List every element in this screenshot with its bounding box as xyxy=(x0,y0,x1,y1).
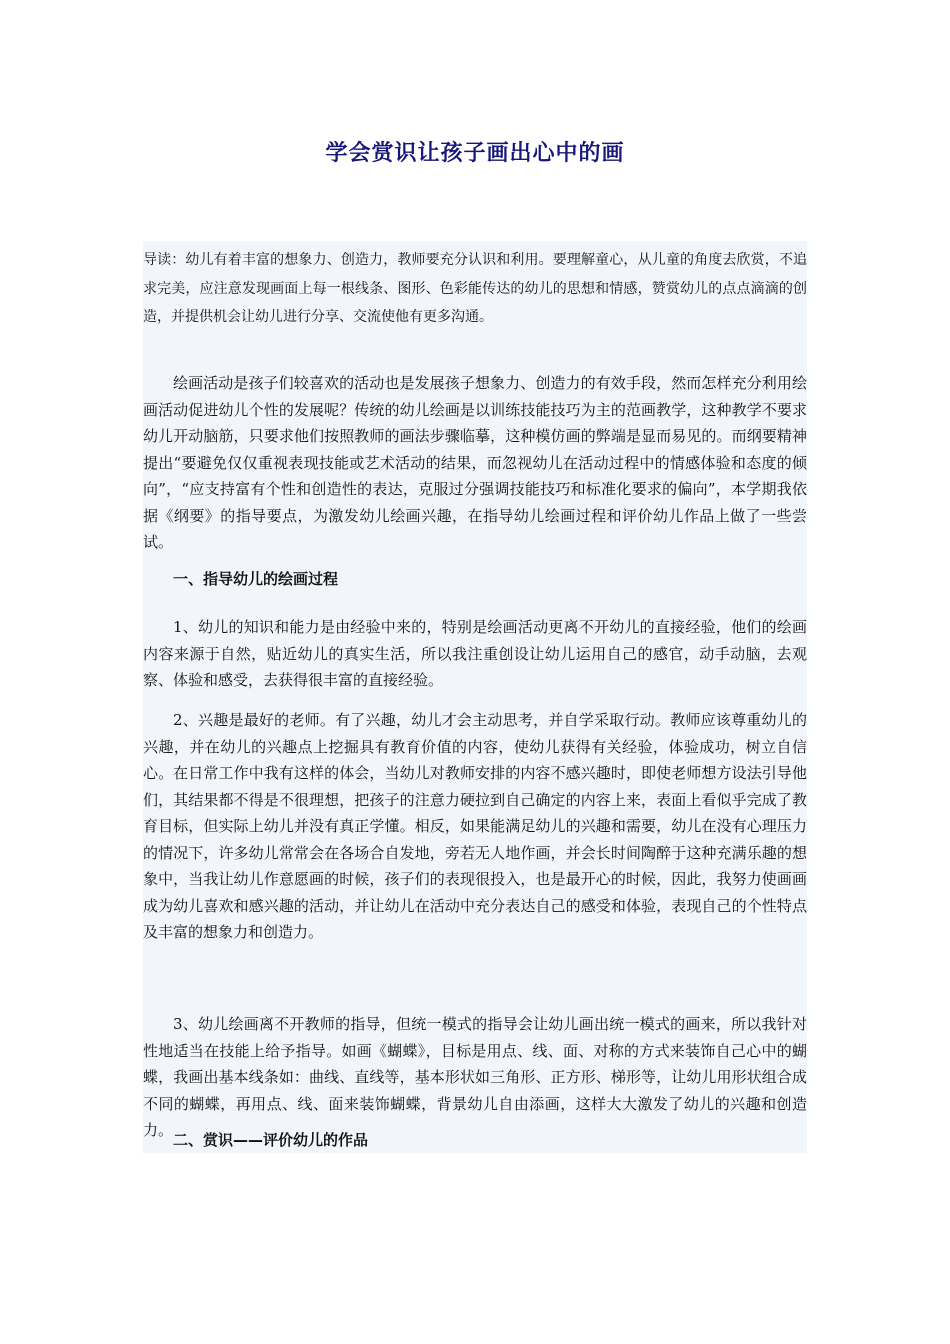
point-paragraph-2: 2、兴趣是最好的老师。有了兴趣，幼儿才会主动思考，并自学采取行动。教师应该尊重幼儿的兴趣，并在幼儿的兴趣点上挖掘具有教育价值的内容，使幼儿获得有关经验，体验成功，树立自信心。在日常工作中我有这样的体会，当幼儿对教师安排的内容不感兴趣时，即使老师想方设法引导他们，其结果都不得是不很理想，把孩子的注意力硬拉到自己确定的内容上来，表面上看似乎完成了教育目标，但实际上幼儿并没有真正学懂。相反，如果能满足幼儿的兴趣和需要，幼儿在没有心理压力的情况下，许多幼儿常常会在各场合自发地，旁若无人地作画，并会长时间陶醉于这种充满乐趣的想象中，当我让幼儿作意愿画的时候，孩子们的表现很投入，也是最开心的时候，因此，我努力使画画成为幼儿喜欢和感兴趣的活动，并让幼儿在活动中充分表达自己的感受和体验，表现自己的个性特点及丰富的想象力和创造力。 xyxy=(143,711,807,941)
body-paragraph-1: 绘画活动是孩子们较喜欢的活动也是发展孩子想象力、创造力的有效手段，然而怎样充分利用绘画活动促进幼儿个性的发展呢？传统的幼儿绘画是以训练技能技巧为主的范画教学，这种教学不要求幼儿开动脑筋，只要求他们按照教师的画法步骤临摹，这种模仿画的弊端是显而易见的。而纲要精神提出“要避免仅仅重视表现技能或艺术活动的结果，而忽视幼儿在活动过程中的情感体验和态度的倾向”，“应支持富有个性和创造性的表达，克服过分强调技能技巧和标准化要求的偏向”，本学期我依据《纲要》的指导要点，为激发幼儿绘画兴趣，在指导幼儿绘画过程和评价幼儿作品上做了一些尝试。 xyxy=(143,374,807,551)
document-title: 学会赏识让孩子画出心中的画 xyxy=(325,141,625,166)
point-paragraph-3: 3、幼儿绘画离不开教师的指导，但统一模式的指导会让幼儿画出统一模式的画来，所以我针对性地适当在技能上给予指导。如画《蝴蝶》，目标是用点、线、面、对称的方式来装饰自己心中的蝴蝶，我画出基本线条如：曲线、直线等，基本形状如三角形、正方形、梯形等，让幼儿用形状组合成不同的蝴蝶，再用点、线、面来装饰蝴蝶，背景幼儿自由添画，这样大大激发了幼儿的兴趣和创造力。 xyxy=(143,1015,807,1139)
point-paragraph-1: 1、幼儿的知识和能力是由经验中来的，特别是绘画活动更离不开幼儿的直接经验，他们的绘画内容来源于自然，贴近幼儿的真实生活，所以我注重创设让幼儿运用自己的感官，动手动脑，去观察、体验和感受，去获得很丰富的直接经验。 xyxy=(143,618,807,689)
intro-paragraph: 导读：幼儿有着丰富的想象力、创造力，教师要充分认识和利用。要理解童心，从儿童的角度去欣赏，不追求完美，应注意发现画面上每一根线条、图形、色彩能传达的幼儿的思想和情感，赞赏幼儿的点点滴滴的创造，并提供机会让幼儿进行分享、交流使他有更多沟通。 xyxy=(143,252,807,325)
section-heading-1: 一、指导幼儿的绘画过程 xyxy=(173,570,339,588)
section-heading-2: 二、赏识——评价幼儿的作品 xyxy=(173,1131,369,1149)
